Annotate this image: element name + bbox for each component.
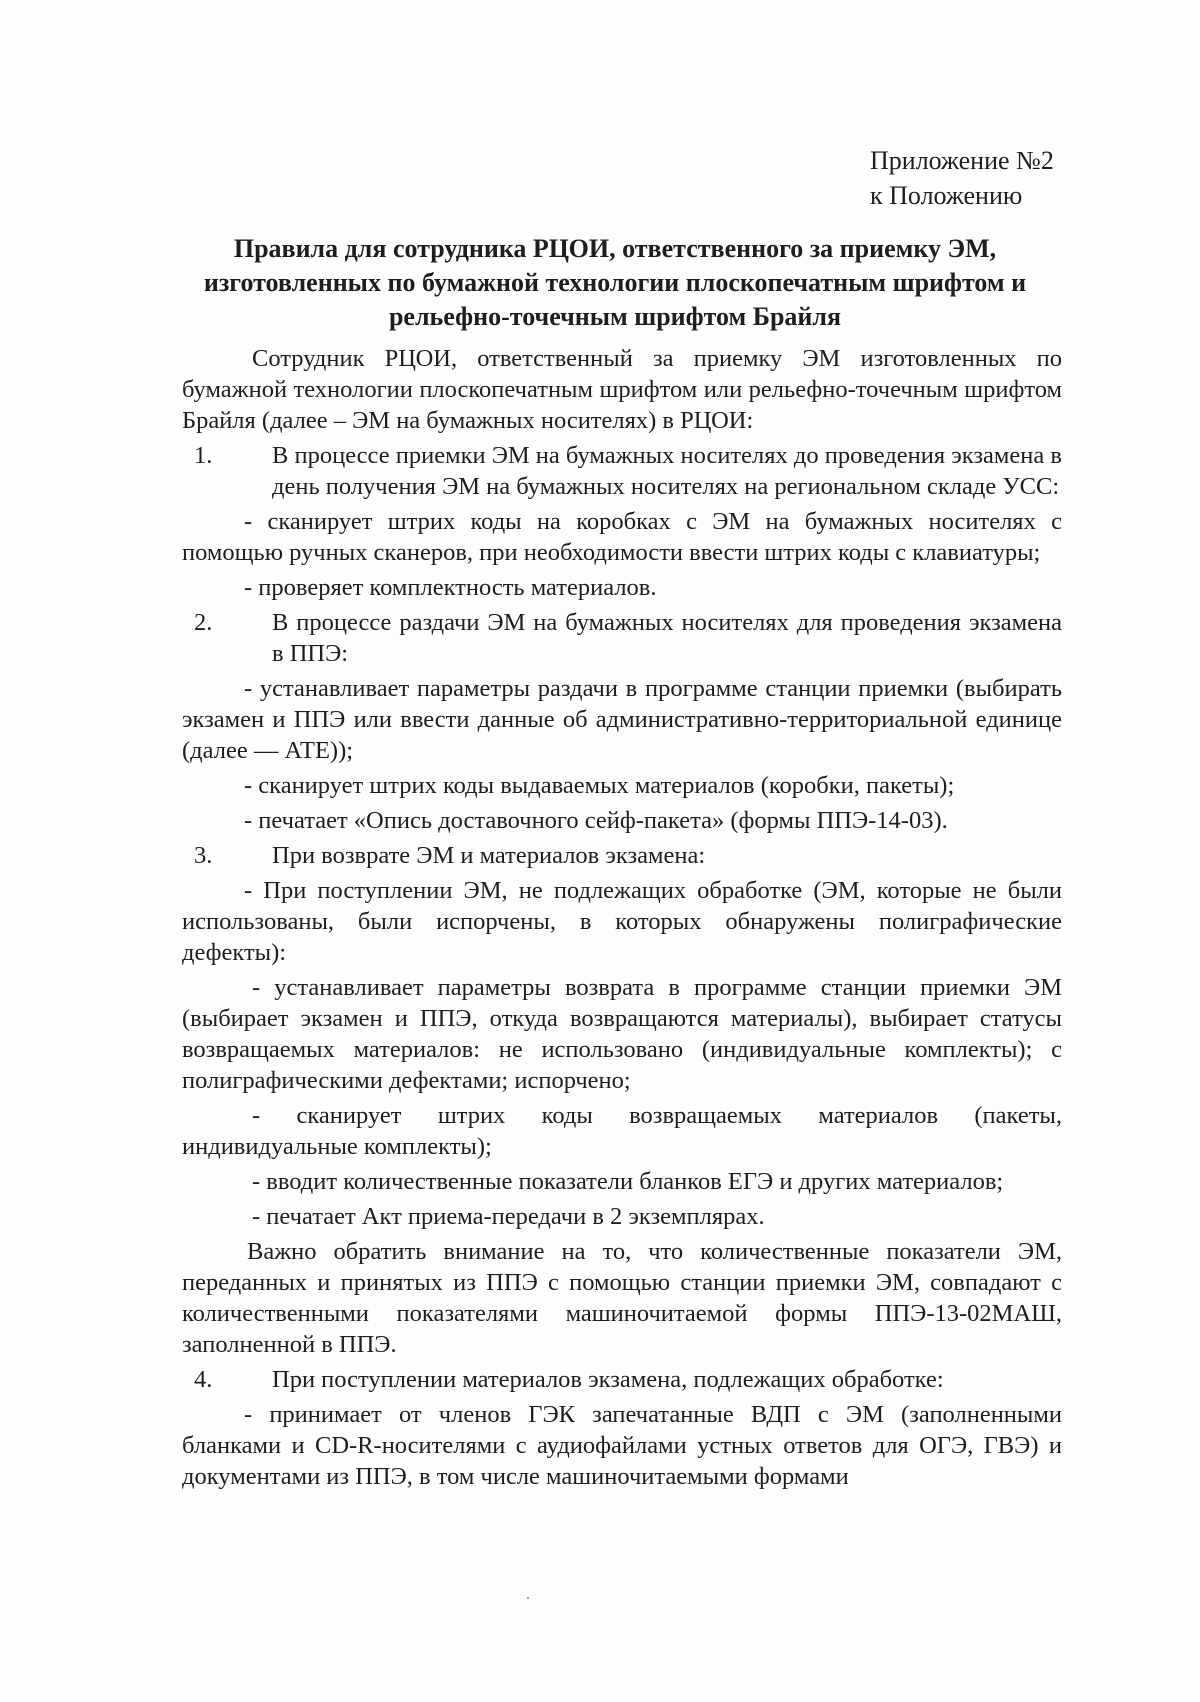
bullet-item: - печатает «Опись доставочного сейф-пакета» (формы ППЭ-14-03). (244, 807, 948, 834)
item-text: При поступлении материалов экзамена, подлежащих обработке: (272, 1366, 944, 1393)
item-text: При возврате ЭМ и материалов экзамена: (272, 842, 706, 869)
item-number: 3. (194, 842, 213, 869)
bullet-item: - принимает от членов ГЭК запечатанные ВДП с ЭМ (заполненными бланками и CD-R-носителями с аудиофайлами устных ответов для ОГЭ, ГВЭ) и документами из ППЭ, в том числе машиночитаемыми формами (182, 1401, 1062, 1490)
annex-number: Приложение №2 (870, 146, 1054, 175)
item-number: 1. (194, 442, 213, 469)
bullet-item: - печатает Акт приема-передачи в 2 экземплярах. (252, 1203, 765, 1230)
item-number: 4. (194, 1366, 213, 1393)
scan-speck (527, 1597, 529, 1599)
list-item-4 (182, 1364, 1062, 1395)
bullet-item: - сканирует штрих коды возвращаемых материалов (пакеты, индивидуальные комплекты); (182, 1102, 1062, 1160)
intro-paragraph: Сотрудник РЦОИ, ответственный за приемку ЭМ изготовленных по бумажной технологии плоскопечатным шрифтом или рельефно-точечным шрифтом Брайля (далее – ЭМ на бумажных носителях) в РЦОИ: (182, 345, 1062, 434)
bullet-item: - сканирует штрих коды на коробках с ЭМ на бумажных носителях с помощью ручных сканеров, при необходимости ввести штрих коды с клавиатуры; (182, 508, 1062, 566)
list-item-3 (182, 840, 1062, 871)
list-item-1 (182, 440, 1062, 502)
bullet-item: - вводит количественные показатели бланков ЕГЭ и других материалов; (252, 1168, 1004, 1195)
sub-item: - При поступлении ЭМ, не подлежащих обработке (ЭМ, которые не были использованы, были испорчены, в которых обнаружены полиграфические дефекты): (182, 877, 1062, 966)
bullet-item: - устанавливает параметры раздачи в программе станции приемки (выбирать экзамен и ППЭ или ввести данные об административно-территориальной единице (далее — АТЕ)); (182, 675, 1062, 764)
note-paragraph: Важно обратить внимание на то, что количественные показатели ЭМ, переданных и принятых из ППЭ с помощью станции приемки ЭМ, совпадают с количественными показателями машиночитаемой формы ППЭ-13-02МАШ, заполненной в ППЭ. (182, 1238, 1062, 1358)
annex-reference: к Положению (870, 181, 1023, 210)
document-body (182, 343, 1062, 1492)
bullet-item: - сканирует штрих коды выдаваемых материалов (коробки, пакеты); (244, 772, 955, 799)
title-line-3: рельефно-точечным шрифтом Брайля (388, 302, 842, 331)
bullet-item: - проверяет комплектность материалов. (244, 574, 657, 601)
item-text: В процессе раздачи ЭМ на бумажных носителях для проведения экзамена в ППЭ: (272, 609, 1062, 667)
item-text: В процессе приемки ЭМ на бумажных носителях до проведения экзамена в день получения ЭМ на бумажных носителях на региональном складе УСС: (272, 442, 1062, 500)
title-line-2: изготовленных по бумажной технологии плоскопечатным шрифтом и (203, 268, 1027, 297)
annex-header (870, 143, 1120, 213)
item-number: 2. (194, 609, 213, 636)
title-line-1: Правила для сотрудника РЦОИ, ответственного за приемку ЭМ, (233, 234, 997, 263)
document-title (150, 232, 1080, 334)
bullet-item: - устанавливает параметры возврата в программе станции приемки ЭМ (выбирает экзамен и ППЭ, откуда возвращаются материалы), выбирает статусы возвращаемых материалов: не использовано (индивидуальные комплекты); с полиграфическими дефектами; испорчено; (182, 974, 1062, 1094)
list-item-2 (182, 607, 1062, 669)
